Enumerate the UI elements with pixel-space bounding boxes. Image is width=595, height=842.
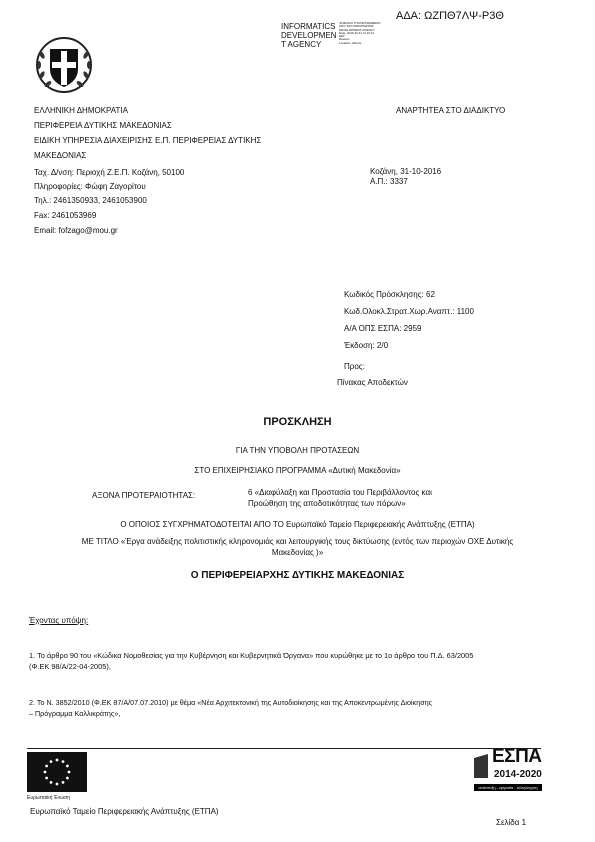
subtitle: ΓΙΑ ΤΗΝ ΥΠΟΒΟΛΗ ΠΡΟΤΑΣΕΩΝ: [235, 446, 360, 455]
axis-value-line: 6 «Διαφύλαξη και Προστασία του Περιβάλλοντος και: [248, 488, 432, 497]
signature-fine-line: ΨΗΦΙΑΚΑ ΥΠΟΓΕΓΡΑΜΜΕΝΟ: [339, 21, 381, 25]
signature-fine-line: Location: Athens: [339, 40, 362, 45]
ada-code: ΑΔΑ: ΩΖΠΘ7ΛΨ-Ρ3Θ: [396, 10, 504, 22]
code-line: Κωδ.Ολοκλ.Στρατ.Χωρ.Αναπτ.: 1100: [344, 307, 474, 316]
subtitle: ΣΤΟ ΕΠΙΧΕΙΡΗΣΙΑΚΟ ΠΡΟΓΡΑΜΜΑ «Δυτική Μακεδονία»: [194, 466, 401, 475]
codes-block: [344, 286, 474, 354]
sender-line: ΕΙΔΙΚΗ ΥΠΗΡΕΣΙΑ ΔΙΑΧΕΙΡΙΣΗΣ Ε.Π. ΠΕΡΙΦΕΡΕΙΑΣ ΔΥΤΙΚΗΣ: [34, 136, 262, 145]
list-item-line: – Πρόγραμμα Καλλικράτης»,: [29, 709, 121, 718]
signature-fine-line: ΑΠΟ ΤΗΝ ΙΝΦΟΡΜΑΤΙΚΣ: [339, 24, 374, 29]
eu-star-icon: [45, 765, 48, 768]
code-line: Α/Α ΟΠΣ ΕΣΠΑ: 2959: [344, 324, 422, 333]
code-line: Κωδικός Πρόσκλησης: 62: [344, 290, 435, 299]
espa-logo: [474, 748, 542, 796]
eu-star-icon: [44, 771, 47, 774]
document-date: Κοζάνη, 31-10-2016: [370, 167, 442, 176]
espa-tagline: ανάπτυξη - εργασία - αλληλεγγύη: [474, 784, 542, 791]
axis-value-line: Προώθηση της αποδοτικότητας των πόρων»: [248, 499, 406, 508]
authority-heading: Ο ΠΕΡΙΦΕΡΕΙΑΡΧΗΣ ΔΥΤΙΚΗΣ ΜΑΚΕΔΟΝΙΑΣ: [190, 570, 405, 581]
sender-email[interactable]: Email: fofzago@mou.gr: [34, 226, 118, 235]
fund-line: Ευρωπαϊκό Ταμείο Περιφερειακής Ανάπτυξης (ΕΤΠΑ): [30, 807, 219, 816]
signature-line: T AGENCY: [281, 40, 322, 49]
protocol-number: Α.Π.: 3337: [370, 177, 408, 186]
sender-line: Πληροφορίες: Φώφη Ζαγορίτου: [34, 182, 146, 191]
eu-star-icon: [45, 777, 48, 780]
sender-line: Ταχ. Δ/νση: Περιοχή Ζ.Ε.Π. Κοζάνη, 50100: [34, 168, 185, 177]
eu-caption: Ευρωπαϊκή Ένωση: [27, 795, 70, 801]
code-line: Έκδοση: 2/0: [344, 341, 389, 350]
list-item: [29, 650, 473, 672]
page-number: Σελίδα 1: [496, 818, 527, 827]
list-item-line: 2. Το Ν. 3852/2010 (Φ.ΕΚ 87/Α/07.07.2010) με θέμα «Νέα Αρχιτεκτονική της Αυτοδιοίκησης και της Αποκεντρωμένης Διοίκησης: [29, 698, 433, 707]
sender-line: Fax: 2461053969: [34, 211, 97, 220]
sender-line: Τηλ.: 2461350933, 2461053900: [34, 196, 147, 205]
eu-star-icon: [56, 759, 59, 762]
theme-line: ΜΕ ΤΙΤΛΟ «Έργα ανάδειξης πολιτιστικής κληρονομιάς και λειτουργικής τους δικτύωσης (εντός των περιοχών ΟΧΕ Δυτικής: [81, 537, 514, 546]
espa-title: ΕΣΠΑ: [492, 746, 542, 767]
posting-note: ΑΝΑΡΤΗΤΕΑ ΣΤΟ ΔΙΑΔΙΚΤΥΟ: [396, 106, 506, 115]
espa-mark-icon: [474, 754, 488, 778]
signature-label: [281, 22, 337, 49]
signature-fine-print: [339, 22, 381, 45]
recipient-name: Πίνακας Αποδεκτών: [337, 378, 408, 387]
espa-years: 2014-2020: [494, 769, 542, 780]
eu-star-icon: [62, 781, 65, 784]
eu-star-icon: [68, 771, 71, 774]
eu-star-icon: [62, 760, 65, 763]
sender-line: ΠΕΡΙΦΕΡΕΙΑ ΔΥΤΙΚΗΣ ΜΑΚΕΔΟΝΙΑΣ: [34, 121, 172, 130]
eu-star-icon: [66, 765, 69, 768]
signature-fine-line: DEVELOPMENT AGENCY: [339, 27, 375, 32]
sender-line: ΕΛΛΗΝΙΚΗ ΔΗΜΟΚΡΑΤΙΑ: [34, 106, 128, 115]
eu-star-icon: [56, 783, 59, 786]
signature-line: DEVELOPMEN: [281, 31, 337, 40]
list-item-line: (Φ.ΕΚ 98/Α/22-04-2005),: [29, 662, 111, 671]
sender-line: ΜΑΚΕΔΟΝΙΑΣ: [34, 151, 87, 160]
considering-heading: Έχοντας υπόψη:: [29, 616, 89, 625]
signature-fine-line: Date: 2016.10.31 11:10:11: [339, 30, 375, 35]
page-title: ΠΡΟΣΚΛΗΣΗ: [263, 416, 332, 428]
axis-label: ΑΞΟΝΑ ΠΡΟΤΕΡΑΙΟΤΗΤΑΣ:: [92, 491, 196, 500]
greek-emblem-icon: [34, 35, 94, 95]
eu-star-icon: [66, 777, 69, 780]
recipient-label: Προς:: [344, 362, 365, 371]
signature-fine-line: Reason:: [339, 37, 351, 42]
eu-flag-icon: [27, 752, 87, 792]
signature-fine-line: EET: [339, 34, 345, 39]
axis-value: [248, 487, 432, 509]
theme-line: Μακεδονίας )»: [271, 548, 324, 557]
funding-line: Ο ΟΠΟΙΟΣ ΣΥΓΧΡΗΜΑΤΟΔΟΤΕΙΤΑΙ ΑΠΟ ΤΟ Ευρωπαϊκό Ταμείο Περιφερειακής Ανάπτυξης (ΕΤΠΑ): [120, 520, 475, 529]
eu-star-icon: [50, 760, 53, 763]
footer-divider: [27, 748, 541, 749]
eu-star-icon: [50, 781, 53, 784]
list-item-line: 1. Το άρθρο 90 του «Κώδικα Νομοθεσίας για την Κυβέρνηση και Κυβερνητικά Όργανα» που κυρώθηκε με το 1ο άρθρο του Π.Δ. 63/2005: [29, 651, 474, 660]
list-item: [29, 697, 432, 719]
signature-line: INFORMATICS: [281, 22, 336, 31]
